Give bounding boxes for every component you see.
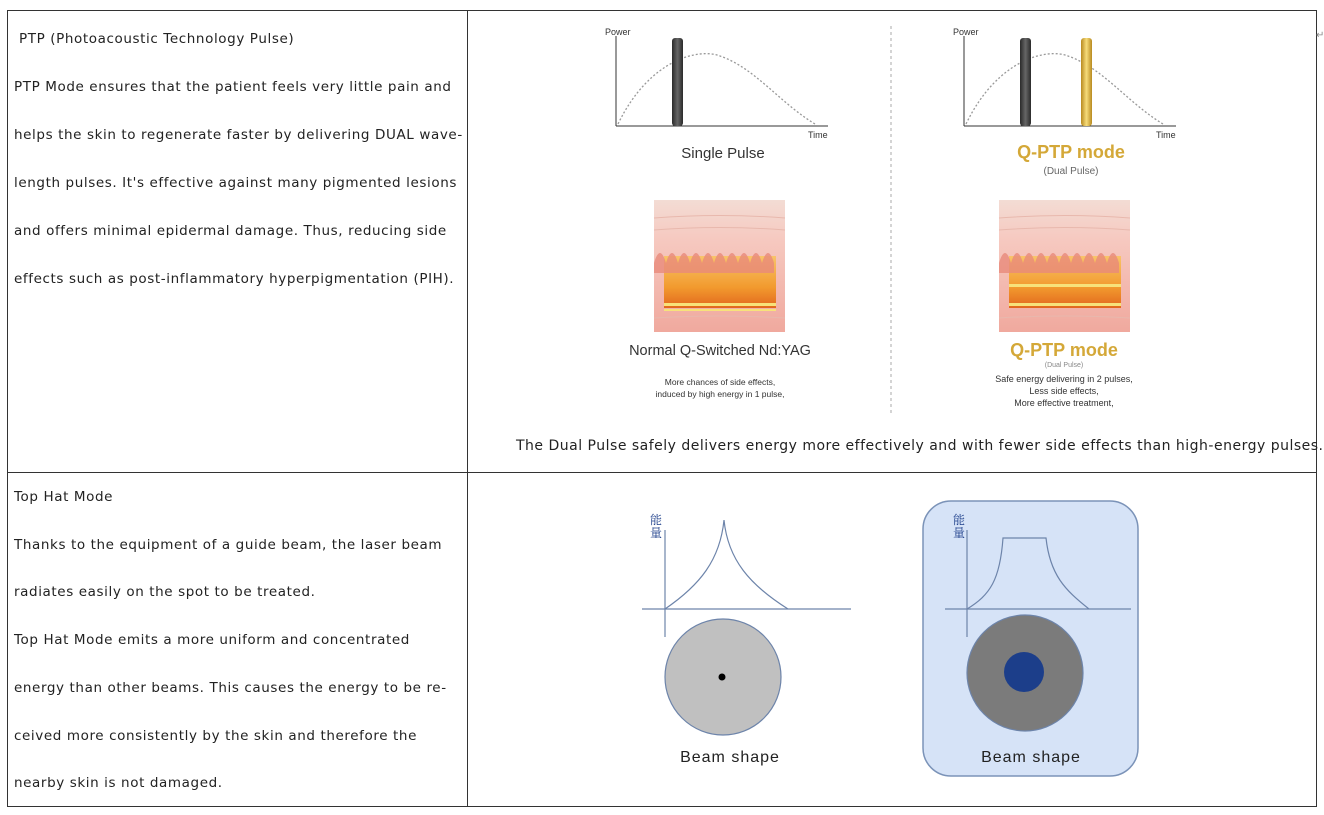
ptp-line-3: length pulses. It's effective against many pigmented lesions <box>14 175 457 191</box>
qptp-sub-label: (Dual Pulse) <box>1043 166 1099 177</box>
dual-pulse-caption: The Dual Pulse safely delivers energy more effectively and with fewer side effects than high-energy pulses. <box>516 438 1324 454</box>
right-energy-char-1: 能 <box>953 513 966 527</box>
left-energy-char-2: 量 <box>650 526 663 540</box>
left-beam-shape-label: Beam shape <box>680 749 780 766</box>
qptp-desc-1: Safe energy delivering in 2 pulses, <box>995 374 1133 384</box>
table-border-bottom <box>7 806 1317 807</box>
right-time-label: Time <box>1156 130 1176 140</box>
tophat-beam-center <box>1004 652 1044 692</box>
left-energy-char-1: 能 <box>650 513 663 527</box>
left-curve <box>618 54 815 124</box>
tophat-figure <box>620 490 1160 790</box>
ptp-line-5: effects such as post-inflammatory hyperpigmentation (PIH). <box>14 271 455 287</box>
qptp-desc-2: Less side effects, <box>1029 386 1099 396</box>
skin-illustration-dual <box>999 200 1130 332</box>
right-power-label: Power <box>953 27 979 37</box>
single-pulse-label: Single Pulse <box>681 145 765 162</box>
left-power-label: Power <box>605 27 631 37</box>
dual-pulse-figure <box>590 18 1210 418</box>
ptp-line-1: PTP Mode ensures that the patient feels very little pain and <box>14 79 452 95</box>
ptp-title: PTP (Photoacoustic Technology Pulse) <box>19 31 295 47</box>
qptp-bottom-sub: (Dual Pulse) <box>1044 362 1084 369</box>
right-beam-shape-label: Beam shape <box>981 749 1081 766</box>
tophat-line-5: ceived more consistently by the skin and therefore the <box>14 728 417 744</box>
table-column-divider <box>467 10 468 807</box>
tophat-line-1: Thanks to the equipment of a guide beam, the laser beam <box>14 537 443 553</box>
tophat-line-4: energy than other beams. This causes the energy to be re- <box>14 680 447 696</box>
qptp-desc-3: More effective treatment, <box>1014 398 1114 408</box>
second-pulse-bar <box>1081 38 1092 126</box>
normal-desc-1: More chances of side effects, <box>664 377 776 387</box>
skin-illustration-single <box>654 200 785 332</box>
qptp-bottom-title: Q-PTP mode <box>1010 340 1118 360</box>
tophat-line-3: Top Hat Mode emits a more uniform and concentrated <box>14 632 410 648</box>
paragraph-mark: ↵ <box>1316 30 1324 41</box>
normal-qswitch-title: Normal Q-Switched Nd:YAG <box>629 343 811 359</box>
tophat-line-6: nearby skin is not damaged. <box>14 775 223 791</box>
right-energy-char-2: 量 <box>953 526 966 540</box>
table-border-top <box>7 10 1317 11</box>
ptp-line-2: helps the skin to regenerate faster by delivering DUAL wave- <box>14 127 463 143</box>
table-border-right <box>1316 10 1317 807</box>
single-pulse-bar <box>672 38 683 126</box>
left-time-label: Time <box>808 130 828 140</box>
tophat-line-2: radiates easily on the spot to be treated. <box>14 584 316 600</box>
gaussian-beam-center <box>719 674 726 681</box>
normal-desc-2: induced by high energy in 1 pulse, <box>655 389 785 399</box>
gaussian-profile <box>642 520 851 637</box>
tophat-title: Top Hat Mode <box>14 489 114 505</box>
ptp-line-4: and offers minimal epidermal damage. Thus, reducing side <box>14 223 447 239</box>
table-border-middle <box>7 472 1317 473</box>
right-curve <box>966 54 1163 124</box>
qptp-label: Q-PTP mode <box>1017 142 1125 162</box>
table-border-left <box>7 10 8 807</box>
first-pulse-bar <box>1020 38 1031 126</box>
